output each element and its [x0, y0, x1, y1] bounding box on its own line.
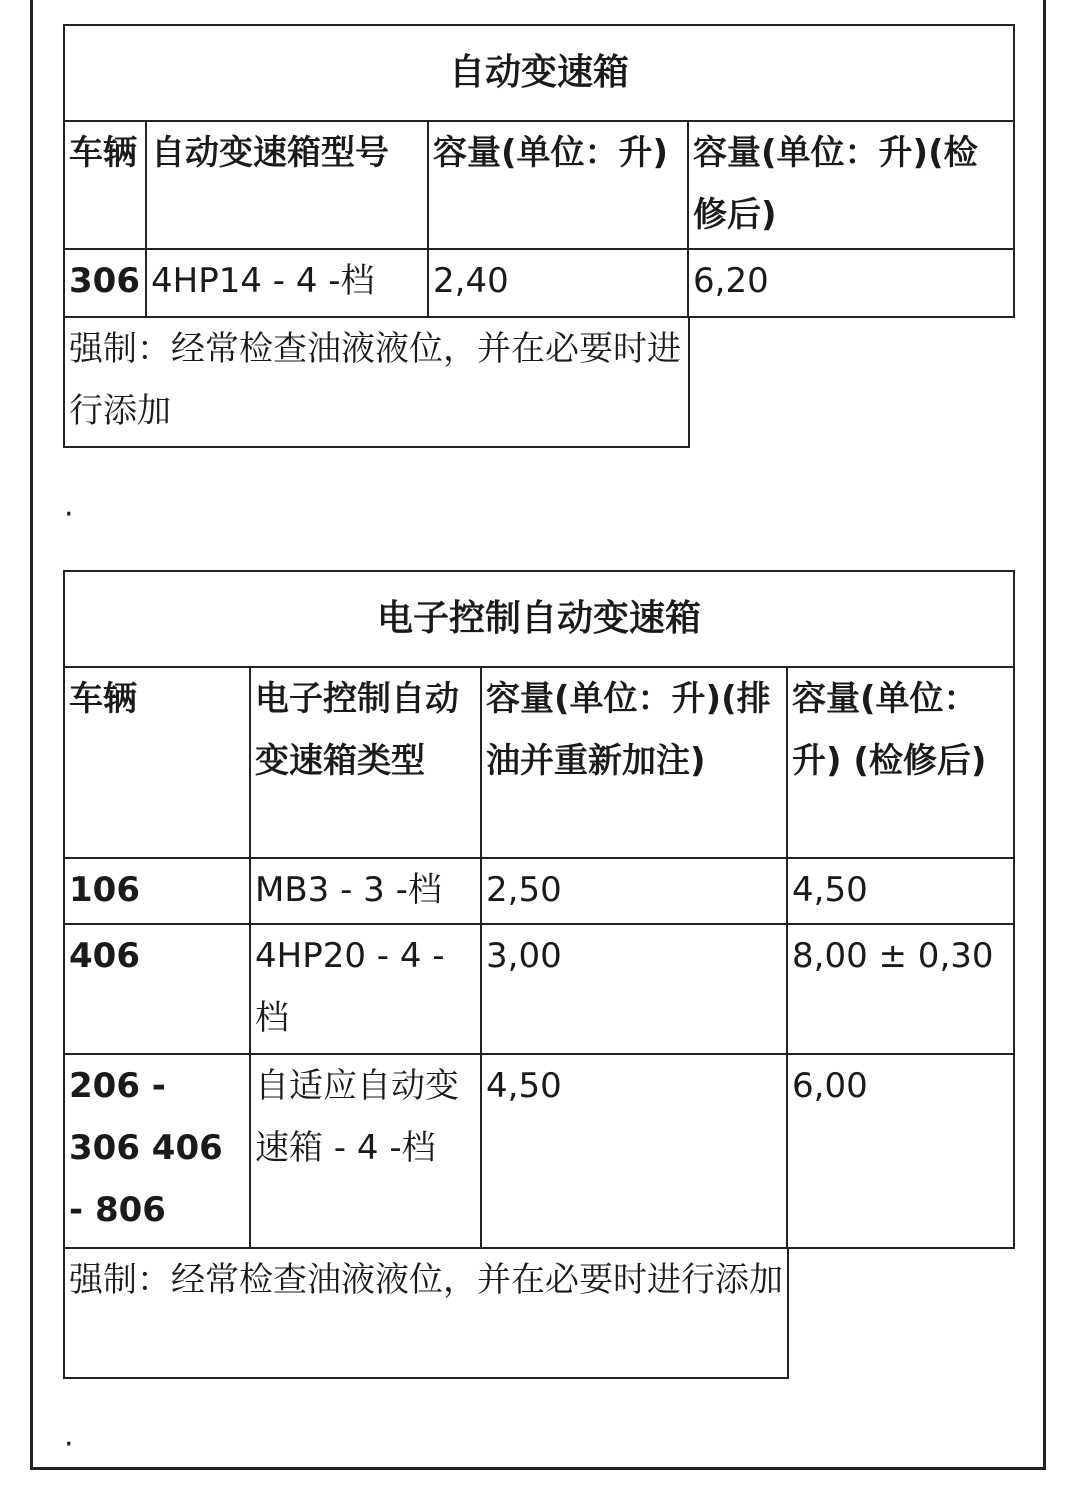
table-cell-type: MB3 - 3 -档	[249, 857, 482, 925]
table-cell-vehicle: 306	[63, 248, 147, 318]
table-cell-capacity-after-service: 6,20	[687, 248, 1015, 318]
table-cell-capacity: 3,00	[480, 923, 788, 1055]
table-cell-capacity-after-service: 8,00 ± 0,30	[786, 923, 1015, 1055]
table-title: 自动变速箱	[63, 24, 1015, 122]
header-capacity-after-service: 容量(单位：升)(检修后)	[687, 120, 1015, 250]
table-cell-capacity: 2,50	[480, 857, 788, 925]
table-note: 强制：经常检查油液液位，并在必要时进行添加	[63, 316, 690, 448]
table-electronic-automatic-gearbox	[63, 570, 1015, 1380]
table-cell-capacity: 4,50	[480, 1053, 788, 1249]
table-cell-capacity-after-service: 6,00	[786, 1053, 1015, 1249]
table-cell-model: 4HP14 - 4 -档	[145, 248, 429, 318]
table-cell-vehicle: 106	[63, 857, 251, 925]
header-capacity-drain-refill: 容量(单位：升)(排油并重新加注)	[480, 666, 788, 859]
separator-dot: ·	[64, 1427, 74, 1462]
header-vehicle: 车辆	[63, 120, 147, 250]
table-note: 强制：经常检查油液液位，并在必要时进行添加	[63, 1247, 789, 1379]
header-capacity: 容量(单位：升)	[427, 120, 689, 250]
table-title: 电子控制自动变速箱	[63, 570, 1015, 668]
table-cell-capacity: 2,40	[427, 248, 689, 318]
header-gearbox-model: 自动变速箱型号	[145, 120, 429, 250]
header-capacity-after-service: 容量(单位：升) (检修后)	[786, 666, 1015, 859]
table-cell-type: 4HP20 - 4 -档	[249, 923, 482, 1055]
table-cell-capacity-after-service: 4,50	[786, 857, 1015, 925]
table-cell-type: 自适应自动变速箱 - 4 -档	[249, 1053, 482, 1249]
header-vehicle: 车辆	[63, 666, 251, 859]
table-automatic-gearbox	[63, 24, 1015, 448]
table-cell-vehicle: 206 - 306 406 - 806	[63, 1053, 251, 1249]
separator-dot: ·	[64, 497, 74, 532]
header-gearbox-type: 电子控制自动变速箱类型	[249, 666, 482, 859]
table-cell-vehicle: 406	[63, 923, 251, 1055]
